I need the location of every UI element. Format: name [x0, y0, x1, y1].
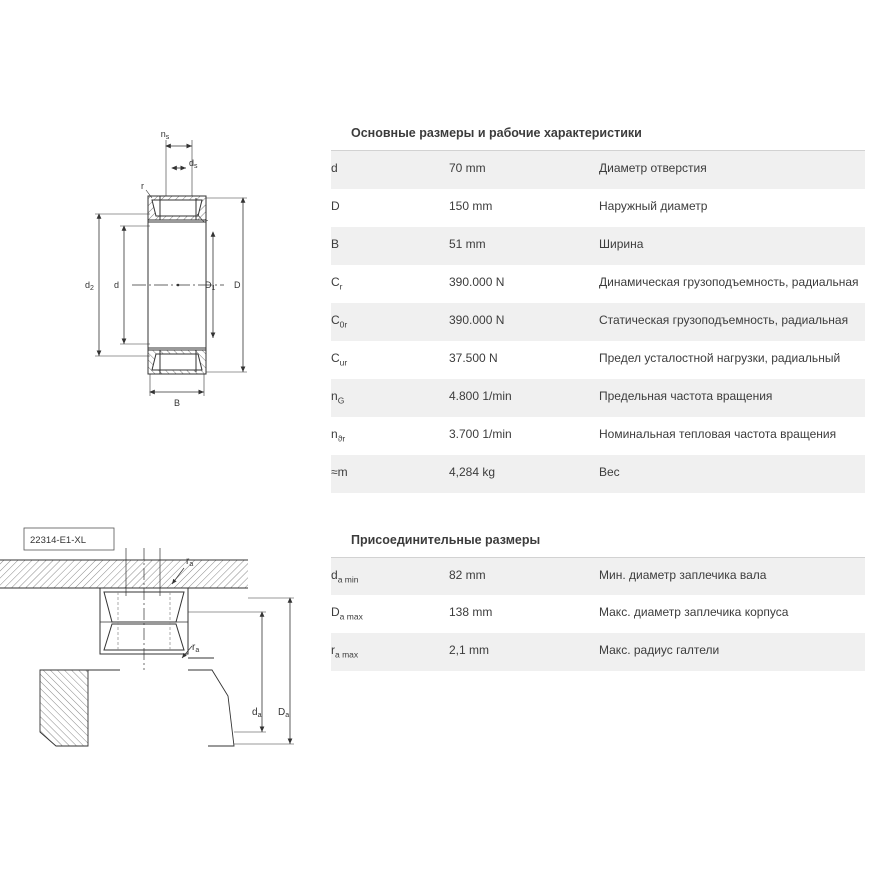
row-description: Статическая грузоподъемность, радиальная [599, 312, 849, 327]
row-symbol [331, 595, 449, 633]
symbol-text: B [331, 236, 340, 251]
dim-label-D: D [234, 280, 241, 290]
row-symbol [331, 633, 449, 671]
row-symbol [331, 417, 449, 455]
symbol-subscript: G [337, 394, 345, 405]
main-table-title: Основные размеры и рабочие характеристики [351, 126, 642, 140]
bearing-mounting-drawing [0, 500, 330, 820]
row-description: Предел усталостной нагрузки, радиальный [599, 350, 841, 365]
dim-label-da: $d_a$ [252, 707, 262, 719]
row-symbol [331, 265, 449, 303]
dim-label-d2: $d_2$ [85, 280, 94, 292]
symbol-text: ≈m [331, 464, 348, 479]
row-description: Диаметр отверстия [599, 151, 865, 189]
table-row [331, 189, 865, 227]
symbol-subscript: a max [339, 611, 363, 622]
dim-label-ra-top: $r_a$ [186, 556, 194, 568]
row-description: Ширина [599, 236, 644, 251]
row-description: Предельная частота вращения [599, 388, 773, 403]
row-description: Вес [599, 464, 620, 479]
row-symbol [331, 341, 449, 379]
symbol-subscript: ϑr [337, 432, 346, 443]
dim-label-ns: $n_s$ [160, 129, 170, 141]
row-value: 4,284 kg [449, 464, 496, 479]
row-value: 2,1 mm [449, 643, 490, 657]
symbol-subscript: r [339, 280, 343, 291]
dim-label-d: d [114, 280, 120, 290]
specifications-column [331, 122, 871, 671]
row-value: 4.800 1/min [449, 388, 512, 403]
table-row [331, 557, 865, 595]
row-description: Динамическая грузоподъемность, радиальная [599, 274, 859, 289]
row-value: 138 mm [449, 605, 493, 619]
row-symbol [331, 557, 449, 595]
row-description: Наружный диаметр [599, 198, 708, 213]
dim-label-ds: $d_s$ [189, 158, 198, 170]
secondary-table-title: Присоединительные размеры [351, 532, 541, 547]
row-description: Макс. диаметр заплечика корпуса [599, 605, 789, 619]
row-value: 3.700 1/min [449, 426, 512, 441]
table-row [331, 455, 865, 493]
symbol-text: n [331, 388, 338, 403]
drawings-column [0, 0, 330, 887]
bearing-cross-section-drawing [0, 0, 330, 420]
dim-label-ra-bottom: $r_a$ [192, 642, 200, 654]
symbol-text: d [331, 567, 338, 582]
row-symbol [331, 303, 449, 341]
table-row [331, 417, 865, 455]
dim-label-r-left: r [141, 181, 144, 191]
row-description: Мин. диаметр заплечика вала [599, 557, 865, 595]
table-row [331, 151, 865, 189]
row-value: 51 mm [449, 236, 486, 251]
row-value: 390.000 N [449, 312, 505, 327]
symbol-subscript: ur [339, 356, 348, 367]
table-row [331, 379, 865, 417]
symbol-text: n [331, 426, 338, 441]
table-row [331, 595, 865, 633]
row-value: 37.500 N [449, 350, 498, 365]
symbol-text: C [331, 350, 340, 365]
row-symbol [331, 151, 449, 189]
mounting-dimensions-table [331, 557, 865, 672]
row-description: Номинальная тепловая частота вращения [599, 426, 837, 441]
table-row [331, 227, 865, 265]
main-specs-table [331, 150, 865, 493]
symbol-text: D [331, 605, 340, 619]
symbol-text: D [331, 198, 340, 213]
row-symbol [331, 227, 449, 265]
row-value: 390.000 N [449, 274, 505, 289]
symbol-subscript: a max [335, 649, 359, 660]
row-value: 70 mm [449, 151, 599, 189]
symbol-subscript: 0r [339, 318, 348, 329]
row-symbol [331, 189, 449, 227]
row-value: 150 mm [449, 198, 493, 213]
dim-label-B: B [173, 398, 181, 408]
symbol-subscript: a min [337, 573, 359, 584]
row-value: 82 mm [449, 557, 599, 595]
table-row [331, 303, 865, 341]
table-row [331, 633, 865, 671]
table-spacer [331, 493, 871, 533]
table-row [331, 341, 865, 379]
dim-label-r-right: r [205, 217, 208, 227]
dim-label-D1: $D_1$ [205, 280, 216, 292]
row-description: Макс. радиус галтели [599, 643, 720, 657]
row-symbol [331, 379, 449, 417]
part-label-text: 22314-E1-XL [30, 535, 86, 546]
table-row [331, 265, 865, 303]
symbol-text: d [331, 161, 338, 175]
symbol-text: r [331, 643, 335, 657]
symbol-text: C [331, 312, 340, 327]
dim-label-Da: $D_a$ [278, 707, 290, 719]
row-symbol [331, 455, 449, 493]
symbol-text: C [331, 274, 340, 289]
